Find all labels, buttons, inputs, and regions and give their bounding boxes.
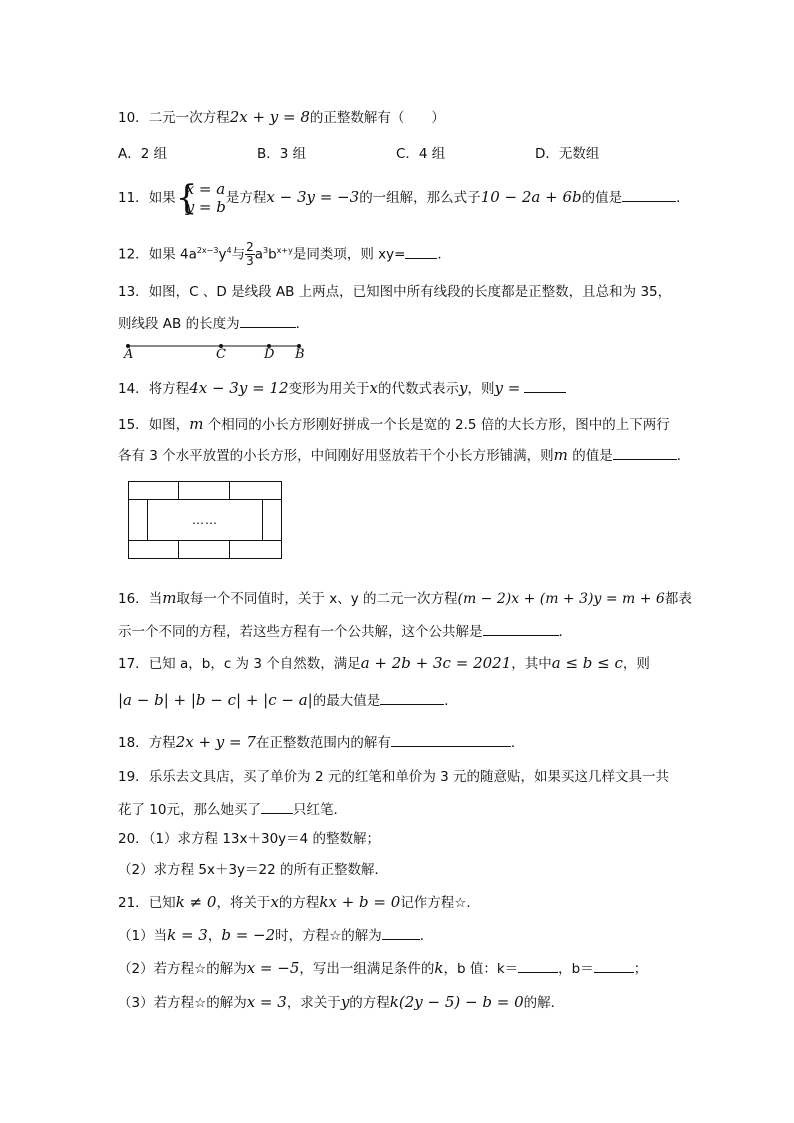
question-13-line-2 xyxy=(118,313,309,334)
question-16-line-1 xyxy=(118,588,692,609)
punctuation: ． xyxy=(444,693,458,709)
equation: x − 3y = −3 xyxy=(266,188,360,206)
question-text: 二元一次方程 xyxy=(148,110,230,126)
numerator: 2 xyxy=(246,240,254,254)
divider xyxy=(229,541,230,559)
answer-blank[interactable] xyxy=(382,925,420,940)
answer-blank[interactable] xyxy=(622,187,676,202)
inequality: a ≤ b ≤ c xyxy=(551,654,623,672)
system-row: y = b xyxy=(185,198,226,216)
answer-blank[interactable] xyxy=(261,799,293,814)
question-21-part-3 xyxy=(118,992,564,1013)
question-text: 如果 4a xyxy=(148,246,197,263)
answer-blank[interactable] xyxy=(483,621,559,636)
question-text: 则线段 AB 的长度为 xyxy=(118,316,240,332)
question-text: ，求关于 xyxy=(286,995,341,1011)
answer-blank[interactable] xyxy=(405,244,437,259)
question-number: 11． xyxy=(118,190,149,206)
question-text: 只红笔． xyxy=(292,802,347,818)
question-19-line-1 xyxy=(118,767,669,787)
equation: k(2y − 5) − b = 0 xyxy=(389,993,524,1011)
question-text: 在正整数范围内的解有 xyxy=(255,735,391,751)
condition: k = 3 xyxy=(167,926,208,944)
question-text: 是同类项，则 xy= xyxy=(292,246,406,263)
answer-blank[interactable] xyxy=(594,958,634,973)
variable: x xyxy=(369,379,378,397)
condition: k ≠ 0 xyxy=(175,893,217,911)
punctuation: ． xyxy=(419,928,434,944)
variable: k xyxy=(434,959,444,977)
question-text: 时，方程☆的解为 xyxy=(275,928,382,944)
question-text: 的值是 xyxy=(567,448,613,464)
punctuation: ． xyxy=(676,448,691,464)
question-text: 的正整数解有（ ） xyxy=(309,110,445,126)
answer-blank[interactable] xyxy=(613,445,677,460)
question-text: ，则 xyxy=(467,381,495,397)
bottom-row xyxy=(129,540,281,559)
exponent: 4 xyxy=(226,246,232,255)
divider xyxy=(178,482,179,499)
fraction xyxy=(245,241,255,268)
equation: a + 2b + 3c = 2021 xyxy=(360,654,512,672)
option-d[interactable]: D．无数组 xyxy=(535,146,600,162)
question-text: 的代数式表示 xyxy=(377,381,459,397)
question-text: ，则 xyxy=(622,656,650,672)
question-text: 的一组解，那么式子 xyxy=(359,190,481,206)
question-number: 12． xyxy=(118,246,149,263)
punctuation: ． xyxy=(510,735,525,751)
label-c: C xyxy=(216,347,226,362)
question-17-line-1 xyxy=(118,653,650,674)
question-16-line-2 xyxy=(118,621,572,642)
question-text: 的最大值是 xyxy=(312,693,381,709)
question-19-line-2 xyxy=(118,799,347,820)
question-text: 的解． xyxy=(523,995,565,1011)
denominator: 3 xyxy=(246,254,254,268)
question-12 xyxy=(118,236,451,270)
question-20-line-2 xyxy=(118,860,388,880)
equation: 2x + y = 8 xyxy=(229,108,310,126)
top-row xyxy=(129,482,281,500)
label-a: A xyxy=(124,347,134,362)
exponent: 2x−3 xyxy=(196,246,219,255)
variable: m xyxy=(553,446,568,464)
variable: y xyxy=(340,993,350,1011)
question-text: 个相同的小长方形刚好拼成一个长是宽的 2.5 倍的大长方形，图中的上下两行 xyxy=(203,417,670,433)
option-a[interactable]: A．2 组 xyxy=(118,146,168,162)
answer-blank[interactable] xyxy=(240,313,296,328)
expression: 10 − 2a + 6b xyxy=(480,188,582,206)
rectangle-figure xyxy=(128,481,282,559)
question-text: 乐乐去文具店，买了单价为 2 元的红笔和单价为 3 元的随意贴，如果买这几样文具一共 xyxy=(148,769,670,785)
question-text: 的值是 xyxy=(581,190,623,206)
equation: kx + b = 0 xyxy=(319,893,401,911)
question-21-part-1 xyxy=(118,925,433,946)
question-text: （1）求方程 13x＋30y＝4 的整数解； xyxy=(148,831,381,847)
question-number: 14． xyxy=(118,381,149,397)
equation: 2x + y = 7 xyxy=(175,733,256,751)
question-number: 20． xyxy=(118,831,149,847)
question-number: 13． xyxy=(118,284,149,300)
question-text: 如图， xyxy=(148,417,190,433)
question-text: ，将关于 xyxy=(216,895,271,911)
punctuation: ． xyxy=(558,624,572,640)
question-text: 与 xyxy=(231,246,246,263)
question-text: b xyxy=(268,246,277,263)
question-text: 如果 xyxy=(148,190,176,206)
question-text: 取每一个不同值时，关于 x、y 的二元一次方程 xyxy=(176,591,458,607)
question-21 xyxy=(118,892,480,913)
question-number: 17． xyxy=(118,656,149,672)
condition: x = 3 xyxy=(246,993,287,1011)
question-number: 10． xyxy=(118,110,149,126)
question-text: ，b 值：k＝ xyxy=(443,961,519,977)
question-15-line-1 xyxy=(118,414,670,435)
question-text: a xyxy=(254,246,263,263)
answer-blank[interactable] xyxy=(391,732,511,747)
question-text: ，写出一组满足条件的 xyxy=(299,961,435,977)
variable: x xyxy=(270,893,279,911)
question-11 xyxy=(118,178,690,217)
question-text: 已知 a，b，c 为 3 个自然数，满足 xyxy=(148,656,361,672)
question-text: ，其中 xyxy=(511,656,552,672)
question-text: 花了 10元，那么她买了 xyxy=(118,802,261,818)
variable: m xyxy=(162,589,177,607)
system-row: x = a xyxy=(185,180,226,198)
ellipsis: …… xyxy=(192,513,218,527)
condition: x = −5 xyxy=(246,959,300,977)
question-text: 方程 xyxy=(148,735,176,751)
punctuation: ． xyxy=(295,316,310,332)
answer-blank[interactable] xyxy=(518,958,558,973)
question-20-line-1 xyxy=(118,829,380,849)
answer-blank[interactable] xyxy=(524,378,566,393)
question-number: 19． xyxy=(118,769,149,785)
equation: (m − 2)x + (m + 3)y = m + 6 xyxy=(457,591,665,607)
exponent: x+y xyxy=(276,246,293,255)
question-text: 是方程 xyxy=(225,190,267,206)
variable: m xyxy=(189,415,204,433)
equation: 4x − 3y = 12 xyxy=(189,379,289,397)
question-number: 18． xyxy=(118,735,149,751)
expression: |a − b| + |b − c| + |c − a| xyxy=(118,691,313,709)
question-number: 15． xyxy=(118,417,149,433)
question-text: （2）若方程☆的解为 xyxy=(118,961,247,977)
equation-system xyxy=(176,180,226,216)
question-15-line-2 xyxy=(118,445,690,466)
question-text: ，b＝ xyxy=(558,961,594,977)
divider xyxy=(178,541,179,559)
answer-blank[interactable] xyxy=(380,690,444,705)
question-13-line-1 xyxy=(118,282,671,302)
question-text: ， xyxy=(207,928,222,944)
question-text: 记作方程☆． xyxy=(400,895,480,911)
brace-icon: { xyxy=(175,178,198,218)
punctuation: ； xyxy=(633,961,648,977)
question-14 xyxy=(118,378,566,399)
punctuation: ． xyxy=(676,190,690,206)
punctuation: ． xyxy=(437,246,451,263)
question-text: （1）当 xyxy=(118,928,168,944)
question-number: 16． xyxy=(118,591,149,607)
question-text: y xyxy=(218,246,227,263)
exponent: 3 xyxy=(262,246,269,255)
option-b[interactable]: B．3 组 xyxy=(257,146,307,162)
label-b: B xyxy=(295,347,305,362)
question-text: 当 xyxy=(148,591,163,607)
variable: y xyxy=(458,379,468,397)
question-text: 变形为用关于 xyxy=(288,381,370,397)
question-number: 21． xyxy=(118,895,149,911)
divider xyxy=(229,482,230,499)
question-text: （3）若方程☆的解为 xyxy=(118,995,247,1011)
question-18 xyxy=(118,732,524,753)
question-text: 各有 3 个水平放置的小长方形，中间刚好用竖放若干个小长方形铺满，则 xyxy=(118,448,554,464)
condition: b = −2 xyxy=(221,926,276,944)
question-text: 都表 xyxy=(664,591,692,607)
question-text: 将方程 xyxy=(148,381,190,397)
question-text: 的方程 xyxy=(278,895,320,911)
label-d: D xyxy=(264,347,275,362)
question-21-part-2 xyxy=(118,958,647,979)
question-text: 如图，C 、D 是线段 AB 上两点，已知图中所有线段的长度都是正整数，且总和为 35， xyxy=(148,284,672,300)
question-10 xyxy=(118,107,445,128)
question-17-line-2 xyxy=(118,690,458,711)
question-text: （2）求方程 5x＋3y＝22 的所有正整数解． xyxy=(118,862,389,878)
variable: y = xyxy=(494,379,521,397)
option-c[interactable]: C．4 组 xyxy=(396,146,446,162)
question-text: 已知 xyxy=(148,895,176,911)
question-text: 示一个不同的方程，若这些方程有一个公共解，这个公共解是 xyxy=(118,624,483,640)
question-text: 的方程 xyxy=(349,995,390,1011)
